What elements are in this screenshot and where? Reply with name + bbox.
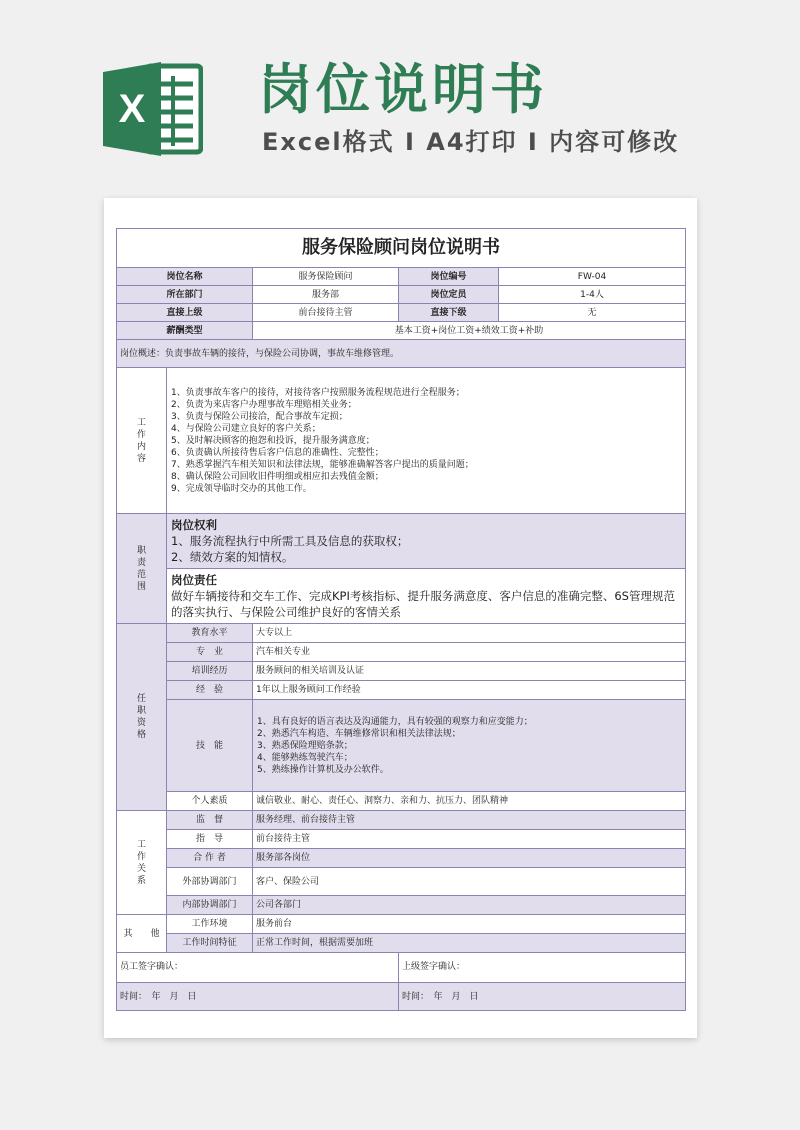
superior-sign-date[interactable]: 时间： 年 月 日 <box>399 983 686 1011</box>
qualification-label: 任 职 资 格 <box>117 624 167 811</box>
post-code-value: FW-04 <box>499 268 686 286</box>
quota-value: 1-4人 <box>499 286 686 304</box>
education-value: 大专以上 <box>253 624 686 643</box>
employee-sign-date[interactable]: 时间： 年 月 日 <box>117 983 399 1011</box>
work-relation-label: 工 作 关 系 <box>117 811 167 915</box>
header-subtitle: Excel格式 I A4打印 I 内容可修改 <box>262 128 680 156</box>
rights-cell <box>167 514 686 569</box>
post-code-label: 岗位编号 <box>399 268 499 286</box>
skill-list: 1、具有良好的语言表达及沟通能力，具有较强的观察力和应变能力； 2、熟悉汽车构造、车辆维修常识和相关法律法规； 3、熟悉保险理赔条款； 4、能够熟练驾驶汽车； 5、熟练操作计算机及办公软件。 <box>253 700 686 792</box>
document-page <box>104 198 697 1038</box>
supervise-value: 服务经理、前台接待主管 <box>253 811 686 830</box>
duty-scope-label: 职 责 范 围 <box>117 514 167 624</box>
rights-title: 岗位权利 <box>171 518 217 532</box>
quota-label: 岗位定员 <box>399 286 499 304</box>
header-title: 岗位说明书 <box>258 58 548 121</box>
rights-text: 1、服务流程执行中所需工具及信息的获取权； 2、绩效方案的知情权。 <box>171 534 409 564</box>
experience-value: 1年以上服务顾问工作经验 <box>253 681 686 700</box>
other-label: 其 他 <box>117 915 167 953</box>
guide-value: 前台接待主管 <box>253 830 686 849</box>
work-content-list: 1、负责事故车客户的接待，对接待客户按照服务流程规范进行全程服务； 2、负责为来店客户办理事故车理赔相关业务； 3、负责与保险公司接洽，配合事故车定损； 4、与保险公司建立良好的客户关系； 5、及时解决顾客的抱怨和投诉，提升服务满意度； 6、负责确认所接待售后客户信息的准确性、完整性； 7、熟悉掌握汽车相关知识和法律法规，能够准确解答客户提出的质量问题； 8、确认保险公司回收旧件明细或相应扣去残值金额； 9、完成领导临时交办的其他工作。 <box>167 368 686 514</box>
subordinate-label: 直接下级 <box>399 304 499 322</box>
salary-label: 薪酬类型 <box>117 322 253 340</box>
personal-quality-label: 个人素质 <box>167 792 253 811</box>
external-dept-value: 客户、保险公司 <box>253 868 686 896</box>
job-description-table <box>116 228 686 1011</box>
skill-label: 技 能 <box>167 700 253 792</box>
internal-dept-value: 公司各部门 <box>253 896 686 915</box>
environment-label: 工作环境 <box>167 915 253 934</box>
partner-label: 合 作 者 <box>167 849 253 868</box>
dept-label: 所在部门 <box>117 286 253 304</box>
personal-quality-value: 诚信敬业、耐心、责任心、洞察力、亲和力、抗压力、团队精神 <box>253 792 686 811</box>
superior-label: 直接上级 <box>117 304 253 322</box>
external-dept-label: 外部协调部门 <box>167 868 253 896</box>
salary-value: 基本工资+岗位工资+绩效工资+补助 <box>253 322 686 340</box>
employee-sign[interactable]: 员工签字确认： <box>117 953 399 983</box>
post-name-label: 岗位名称 <box>117 268 253 286</box>
document-title: 服务保险顾问岗位说明书 <box>117 229 686 268</box>
partner-value: 服务部各岗位 <box>253 849 686 868</box>
post-name-value: 服务保险顾问 <box>253 268 399 286</box>
education-label: 教育水平 <box>167 624 253 643</box>
logo-letter: X <box>118 87 146 131</box>
work-time-value: 正常工作时间，根据需要加班 <box>253 934 686 953</box>
superior-value: 前台接待主管 <box>253 304 399 322</box>
guide-label: 指 导 <box>167 830 253 849</box>
major-label: 专 业 <box>167 643 253 662</box>
overview-row: 岗位概述：负责事故车辆的接待，与保险公司协调，事故车维修管理。 <box>117 340 686 368</box>
environment-value: 服务前台 <box>253 915 686 934</box>
supervise-label: 监 督 <box>167 811 253 830</box>
internal-dept-label: 内部协调部门 <box>167 896 253 915</box>
superior-sign[interactable]: 上级签字确认： <box>399 953 686 983</box>
responsibility-cell <box>167 569 686 624</box>
excel-icon <box>103 62 203 156</box>
work-content-label: 工 作 内 容 <box>117 368 167 514</box>
responsibility-text: 做好车辆接待和交车工作、完成KPI考核指标、提升服务满意度、客户信息的准确完整、6S管理规范的落实执行、与保险公司维护良好的客情关系 <box>171 589 675 619</box>
subordinate-value: 无 <box>499 304 686 322</box>
training-label: 培训经历 <box>167 662 253 681</box>
work-time-label: 工作时间特征 <box>167 934 253 953</box>
training-value: 服务顾问的相关培训及认证 <box>253 662 686 681</box>
responsibility-title: 岗位责任 <box>171 573 217 587</box>
major-value: 汽车相关专业 <box>253 643 686 662</box>
dept-value: 服务部 <box>253 286 399 304</box>
page-header <box>0 0 800 190</box>
experience-label: 经 验 <box>167 681 253 700</box>
